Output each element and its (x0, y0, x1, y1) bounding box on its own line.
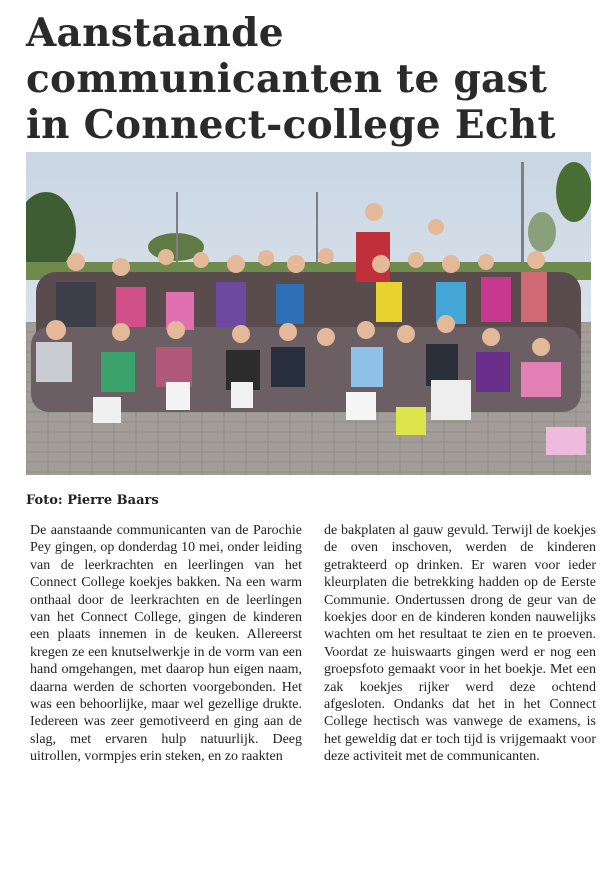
group-photo (26, 152, 591, 475)
headline-line-2: communicanten te gast (26, 56, 548, 102)
photo-caption: Foto: Pierre Baars (26, 493, 159, 508)
article-paragraph-1: De aanstaande communicanten van de Parochie Pey gingen, op donderdag 10 mei, onder leiding van de leerkrachten en leerlingen van het Connect College koekjes bakken. Na een warm onthaal door de leerkrachten en de leerlingen van het Connect College, gingen de kinderen een plaats innemen in de keuken. Allereerst kregen ze een knutselwerkje in de vorm van een hand omgehangen, met daarop hun eigen naam, daarna werden de schorten voorgebonden. Het was een behoorlijke, maar wel gezellige drukte. Iedereen was zeer gemotiveerd en ging aan de slag, met ervaren hulp natuurlijk. Deeg uitrollen, vormpjes erin steken, en zo raakten (30, 523, 302, 765)
headline (26, 10, 606, 148)
article-column-1 (30, 522, 302, 766)
article-body (30, 522, 596, 766)
article-column-2 (324, 522, 596, 766)
article-paragraph-2: de bakplaten al gauw gevuld. Terwijl de koekjes de oven inschoven, werden de kinderen getrakteerd op drinken. Er waren voor ieder kleurplaten die betrekking hadden op de Eerste Communie. Ondertussen drong de geur van de koekjes door en de kinderen konden nauwelijks wachten om het resultaat te zien en te proeven. Voordat ze huiswaarts gingen werd er nog een groepsfoto gemaakt voor in het boekje. Met een zak koekjes rijker werd deze ochtend afgesloten. Ondanks dat het in het Connect College hectisch was vanwege de examens, is het geweldig dat er toch tijd is vrijgemaakt voor deze activiteit met de communicanten. (324, 523, 596, 765)
headline-line-3: in Connect-college Echt (26, 102, 556, 148)
headline-line-1: Aanstaande (26, 10, 284, 56)
